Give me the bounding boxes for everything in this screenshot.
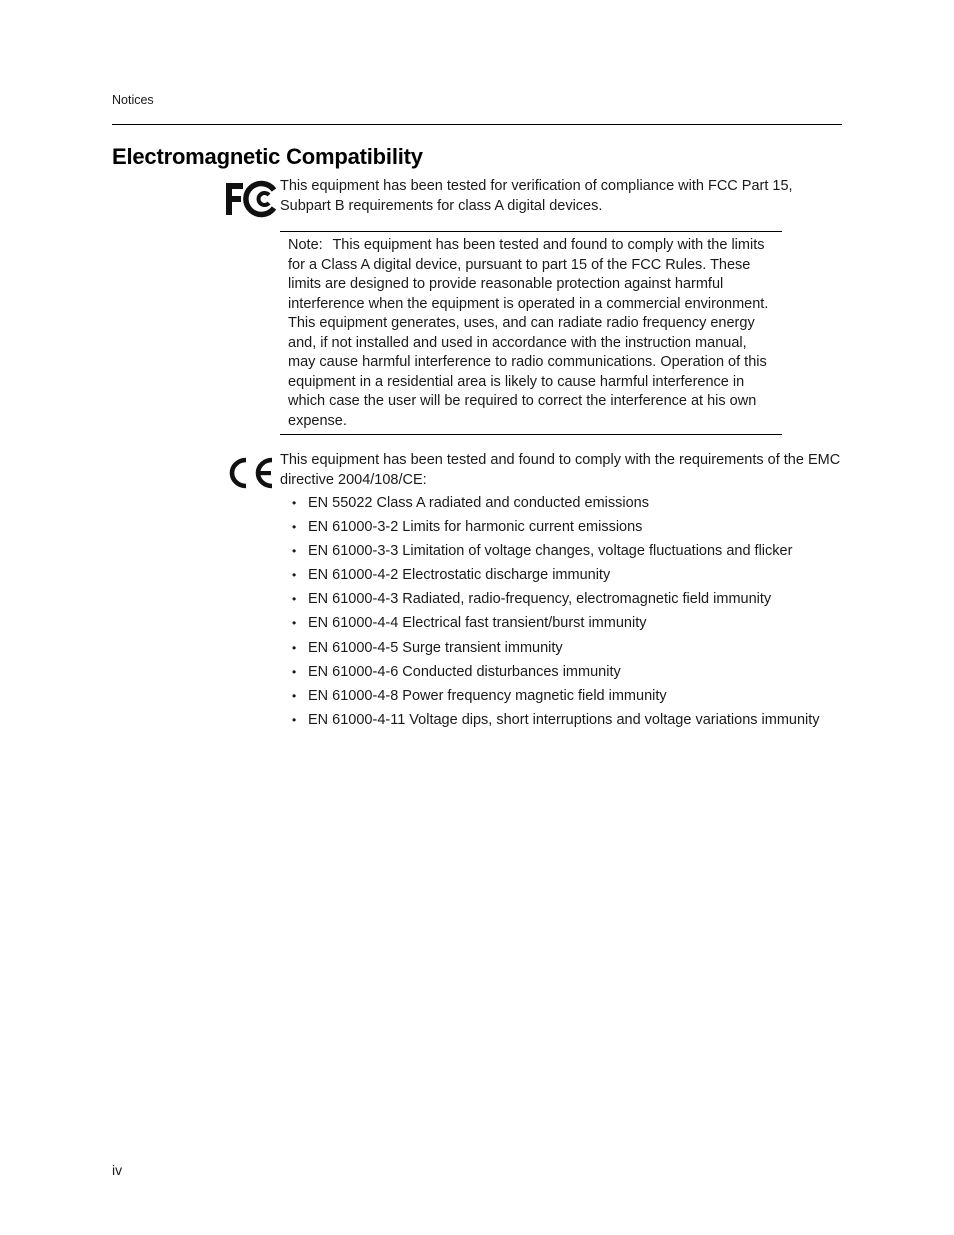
standard-text: EN 61000-4-8 Power frequency magnetic field immunity	[308, 687, 667, 704]
fcc-note	[288, 236, 776, 431]
list-item	[292, 663, 852, 683]
standard-text: EN 61000-3-3 Limitation of voltage changes, voltage fluctuations and flicker	[308, 543, 793, 560]
bullet: •	[292, 520, 297, 535]
running-header: Notices	[112, 93, 154, 107]
bullet: •	[292, 496, 297, 510]
bullet: •	[292, 592, 297, 607]
fcc-compliance-text: This equipment has been tested for verification of compliance with FCC Part 15, Subpart B requirements for class A digital devices.	[280, 178, 793, 214]
standard-text: EN 61000-4-4 Electrical fast transient/burst immunity	[308, 615, 647, 632]
standard-text: EN 55022 Class A radiated and conducted emissions	[308, 495, 649, 511]
list-item	[292, 518, 852, 538]
list-item	[292, 542, 852, 562]
bullet: •	[292, 712, 297, 727]
bullet: •	[292, 664, 297, 679]
bullet: •	[292, 616, 297, 631]
list-item	[292, 590, 852, 610]
bullet: •	[292, 640, 297, 655]
note-label: Note:	[288, 237, 323, 253]
list-item	[292, 687, 852, 707]
emc-standards-list	[292, 494, 852, 735]
list-item	[292, 614, 852, 634]
section-title: Electromagnetic Compatibility	[112, 144, 423, 169]
ce-compliance-text: This equipment has been tested and found to comply with the requirements of the EMC directive 2004/108/CE:	[280, 452, 841, 488]
list-item	[292, 639, 852, 659]
page-number: iv	[112, 1162, 123, 1178]
standard-text: EN 61000-4-5 Surge transient immunity	[308, 639, 563, 656]
standard-text: EN 61000-4-3 Radiated, radio-frequency, electromagnetic field immunity	[308, 591, 772, 608]
standard-text: EN 61000-4-11 Voltage dips, short interruptions and voltage variations immunity	[308, 711, 820, 728]
list-item	[292, 566, 852, 586]
fcc-note-box	[280, 231, 782, 435]
bullet: •	[292, 544, 297, 559]
standard-text: EN 61000-4-6 Conducted disturbances immunity	[308, 663, 621, 680]
standard-text: EN 61000-4-2 Electrostatic discharge immunity	[308, 567, 611, 584]
list-item	[292, 711, 852, 731]
bullet: •	[292, 568, 297, 583]
header-rule	[112, 124, 842, 125]
note-body: This equipment has been tested and found to comply with the limits for a Class A digital device, pursuant to part 15 of the FCC Rules. These limits are designed to provide reasonable protection against harmful interference when the equipment is operated in a commercial environment. This equipment generates, uses, and can radiate radio frequency energy and, if not installed and used in accordance with the instruction manual, may cause harmful interference to radio communications. Operation of this equipment in a residential area is likely to cause harmful interference in which case the user will be required to correct the interference at his own expense.	[288, 237, 769, 429]
fcc-logo-icon	[224, 180, 276, 218]
list-item	[292, 494, 852, 514]
standard-text: EN 61000-3-2 Limits for harmonic current emissions	[308, 519, 643, 536]
bullet: •	[292, 688, 297, 703]
ce-mark-icon	[226, 455, 276, 491]
